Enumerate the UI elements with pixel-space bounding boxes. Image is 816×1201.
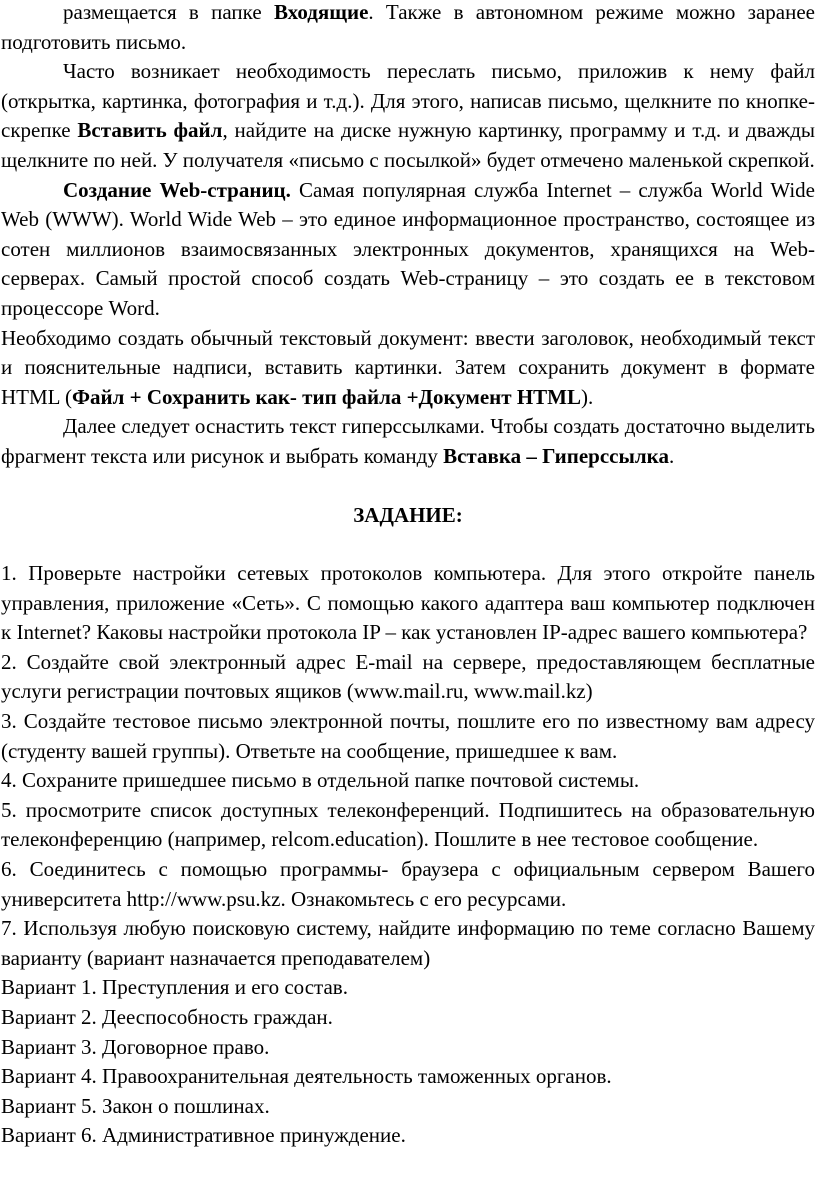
paragraph-text: . Также в автономном режиме можно заранее подготовить письмо. <box>1 0 815 54</box>
paragraph-text: Необходимо создать обычный текстовый документ: ввести заголовок, необходимый текст и пояснительные надписи, вставить картинки. Затем сохранить документ в формате HTML ( <box>1 325 815 409</box>
task-item-2: 2. Создайте свой электронный адрес E-mail на сервере, предоставляющем бесплатные услуги регистрации почтовых ящиков (www.mail.ru, www.mail.kz) <box>1 649 815 704</box>
section-heading-web-pages: Создание Web-страниц. <box>63 177 291 202</box>
paragraph-text: размещается в папке <box>63 0 274 24</box>
paragraph-text: Самая популярная служба Internet – служба World Wide Web (WWW). World Wide Web – это единое информационное пространство, состоящее из сотен миллионов взаимосвязанных электронных документов, хранящихся на Web-серверах. Самый простой способ создать Web-страницу – это создать ее в текстовом процессоре Word. <box>1 177 816 320</box>
paragraph-inbox <box>1 0 815 57</box>
task-item-6: 6. Соединитесь с помощью программы- браузера с официальным сервером Вашего университета http://www.psu.kz. Ознакомьтесь с его ресурсами. <box>1 857 815 911</box>
task-item-5: 5. просмотрите список доступных телеконференций. Подпишитесь на образовательную телеконференцию (например, relcom.education). Пошлите в нее тестовое сообщение. <box>1 797 815 852</box>
task-item-4: 4. Сохраните пришедшее письмо в отдельной папке почтовой системы. <box>1 768 640 793</box>
paragraph-text: ). <box>581 384 594 409</box>
paragraph-text: , найдите на диске нужную картинку, программу и т.д. и дважды щелкните по ней. У получателя «письмо с посылкой» будет отмечено маленькой скрепкой. <box>1 118 816 172</box>
document-body <box>1 0 815 1151</box>
task-item-7: 7. Используя любую поисковую систему, найдите информацию по теме согласно Вашему варианту (вариант назначается преподавателем) <box>1 916 815 970</box>
task-item-3: 3. Создайте тестовое письмо электронной почты, пошлите его по известному вам адресу (студенту вашей группы). Ответьте на сообщение, пришедшее к вам. <box>1 709 815 763</box>
paragraph-save-html <box>1 324 815 413</box>
variant-item-1: Вариант 1. Преступления и его состав. <box>1 975 348 1000</box>
bold-term-inbox: Входящие <box>273 0 369 24</box>
assignment-heading: ЗАДАНИЕ: <box>353 502 463 527</box>
variant-item-5: Вариант 5. Закон о пошлинах. <box>1 1093 270 1118</box>
variant-item-2: Вариант 2. Дееспособность граждан. <box>1 1005 333 1029</box>
paragraph-text: . <box>668 443 675 468</box>
task-item-1: 1. Проверьте настройки сетевых протоколов компьютера. Для этого откройте панель управления, приложение «Сеть». С помощью какого адаптера ваш компьютер подключен к Internet? Каковы настройки протокола IP – как установлен IP-адрес вашего компьютера? <box>1 561 815 645</box>
paragraph-attachment <box>1 57 815 175</box>
bold-term-save-as-html: Файл + Сохранить как- тип файла +Документ HTML <box>71 384 581 409</box>
bold-term-insert-file: Вставить файл <box>77 118 223 143</box>
bold-term-insert-hyperlink: Вставка – Гиперссылка <box>443 443 669 468</box>
paragraph-text: Далее следует оснастить текст гиперссылками. Чтобы создать достаточно выделить фрагмент текста или рисунок и выбрать команду <box>1 414 815 468</box>
paragraph-text: Часто возникает необходимость переслать письмо, приложив к нему файл (открытка, картинка, фотография и т.д.). Для этого, написав письмо, щелкните по кнопке-скрепке <box>1 59 815 143</box>
paragraph-web-pages <box>1 176 815 324</box>
paragraph-hyperlinks <box>1 412 815 471</box>
variant-item-3: Вариант 3. Договорное право. <box>1 1034 270 1059</box>
variant-item-4: Вариант 4. Правоохранительная деятельность таможенных органов. <box>1 1064 612 1089</box>
variant-item-6: Вариант 6. Административное принуждение. <box>1 1123 406 1148</box>
